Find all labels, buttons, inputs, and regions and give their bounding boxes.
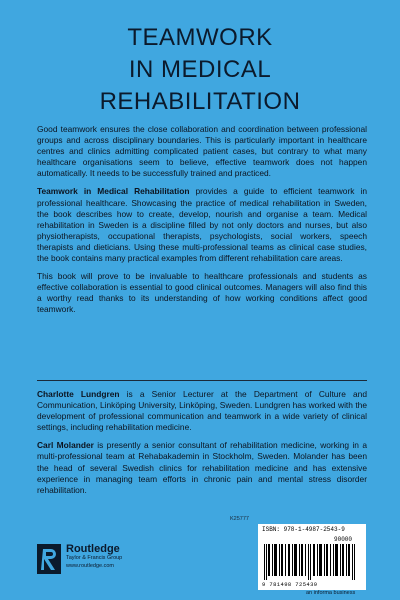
author-name: Charlotte Lundgren	[37, 389, 120, 399]
author-name: Carl Molander	[37, 440, 94, 451]
routledge-r-icon	[36, 543, 62, 575]
product-code: K25777	[230, 516, 249, 522]
section-divider	[37, 380, 367, 381]
publisher-group: Taylor & Francis Group	[66, 555, 123, 561]
publisher-url: www.routledge.com	[66, 563, 114, 569]
book-description	[37, 124, 367, 323]
informa-tagline: an informa business	[306, 590, 356, 596]
title-line: REHABILITATION	[99, 88, 301, 115]
isbn-barcode	[258, 524, 366, 590]
title-line: TEAMWORK	[127, 24, 273, 51]
barcode-number: 9 781498 725439	[262, 581, 318, 588]
description-paragraph	[37, 186, 367, 264]
publisher-name: Routledge	[66, 543, 120, 555]
book-title-inline: Teamwork in Medical Rehabilitation	[37, 186, 190, 197]
isbn-number: ISBN: 978-1-4987-2543-9	[262, 526, 345, 533]
description-text: provides a guide to efficient teamwork in professional healthcare. Showcasing the practice of medical rehabilitation in Sweden, the book describes how to create, develop, nourish and organise a team. Medical rehabilitation in Sweden is a discipline filled by not only doctors and nurses, but also physiotherapists, occupational therapists, psychologists, social workers, speech therapists and dieticians. Using these multi-professional teams as clinical case studies, the book contains many practical examples from different rehabilitation care areas.	[37, 186, 367, 264]
author-bio	[37, 440, 367, 495]
price-code: 90000	[334, 536, 353, 543]
author-bios	[37, 389, 367, 503]
description-paragraph: Good teamwork ensures the close collaboration and coordination between professional groups and across disciplinary boundaries. This is particularly important in healthcare centres and clinics admitting complicated patient cases, but contrary to what many healthcare organisations seem to believe, effective teamwork does not happen automatically. It needs to be successfully trained and practiced.	[37, 124, 367, 179]
description-paragraph: This book will prove to be invaluable to healthcare professionals and students as effective collaboration is essential to good clinical outcomes. Managers will also find this a worthy read thanks to its understanding of how working conditions affect good teamwork.	[37, 271, 367, 315]
book-title	[0, 22, 400, 118]
barcode-bars	[262, 544, 362, 580]
author-bio-text: is a Senior Lecturer at the Department of Culture and Communication, Linköping University, Linköping, Sweden. Lundgren has worked with the development of professional communication and teamwork in a wide variety of clinical settings, including rehabilitation medicine.	[37, 389, 368, 433]
author-bio-text: is presently a senior consultant of rehabilitation medicine, working in a multi-professional team at Rehabakademin in Stockholm, Sweden. Molander has been the head of several Swedish clinics for rehabilitation medicine and has extensive experience in managing team efforts in chronic pain and mental stress disorder rehabilitation.	[37, 440, 367, 495]
publisher-logo	[36, 543, 122, 575]
author-bio	[37, 389, 367, 433]
title-line: IN MEDICAL	[128, 56, 272, 83]
